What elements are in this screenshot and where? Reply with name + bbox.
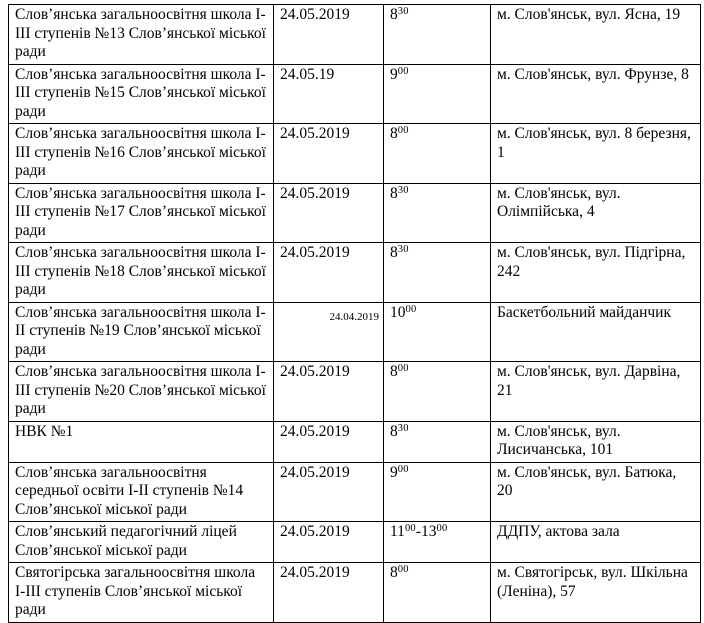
date-cell: 24.05.2019 xyxy=(274,462,384,522)
date-cell: 24.05.2019 xyxy=(274,5,384,65)
address-cell: м. Слов'янськ, вул. Ясна, 19 xyxy=(491,5,701,65)
address-cell: м. Слов'янськ, вул. Фрунзе, 8 xyxy=(491,64,701,124)
date-cell: 24.05.19 xyxy=(274,64,384,124)
time-superscript: 00 xyxy=(397,125,409,136)
table-row xyxy=(9,124,701,184)
school-name-cell: Слов’янська загальноосвітня школа І-ІІ ступенів №19 Слов’янської міської ради xyxy=(9,302,274,362)
address-cell: м. Слов'янськ, вул. 8 березня, 1 xyxy=(491,124,701,184)
date-cell: 24.04.2019 xyxy=(274,302,384,362)
time-superscript: 00 xyxy=(436,523,448,534)
time-cell: $8^{00}$ xyxy=(384,362,491,422)
date-cell: 24.05.2019 xyxy=(274,362,384,422)
time-cell: $8^{30}$ xyxy=(384,5,491,65)
table-row xyxy=(9,243,701,303)
table-row xyxy=(9,64,701,124)
date-cell: 24.05.2019 xyxy=(274,421,384,462)
table-row xyxy=(9,421,701,462)
date-cell: 24.05.2019 xyxy=(274,243,384,303)
time-superscript: 00 xyxy=(397,363,409,374)
time-superscript: 30 xyxy=(397,6,409,17)
address-cell: м. Святогірськ, вул. Шкільна (Леніна), 57 xyxy=(491,563,701,623)
table-row xyxy=(9,302,701,362)
time-superscript: 30 xyxy=(397,184,409,196)
school-name-cell: Слов’янська загальноосвітня школа І-ІІІ ступенів №13 Слов’янської міської ради xyxy=(9,5,274,65)
school-name-cell: Слов’янський педагогічний ліцей Слов’янської міської ради xyxy=(9,522,274,563)
school-name-cell: Святогірська загальноосвітня школа І-ІІІ ступенів Слов’янської міської ради xyxy=(9,563,274,623)
table-row xyxy=(9,462,701,522)
school-name-cell: Слов’янська загальноосвітня школа І-ІІІ ступенів №16 Слов’янської міської ради xyxy=(9,124,274,184)
address-cell: м. Слов'янськ, вул. Підгірна, 242 xyxy=(491,243,701,303)
table-row xyxy=(9,522,701,563)
address-cell: м. Слов'янськ, вул. Дарвіна, 21 xyxy=(491,362,701,422)
table-row xyxy=(9,183,701,243)
date-cell: 24.05.2019 xyxy=(274,563,384,623)
address-cell: м. Слов'янськ, вул. Батюка, 20 xyxy=(491,462,701,522)
time-superscript: 00 xyxy=(397,65,409,77)
time-cell: $9^{00}$ xyxy=(384,462,491,522)
school-name-cell: Слов’янська загальноосвітня середньої освіти І-ІІ ступенів №14 Слов’янської міської ради xyxy=(9,462,274,522)
school-name-cell: Слов’янська загальноосвітня школа І-ІІІ ступенів №18 Слов’янської міської ради xyxy=(9,243,274,303)
time-superscript: 00 xyxy=(405,303,417,315)
table-row xyxy=(9,362,701,422)
school-name-cell: Слов’янська загальноосвітня школа І-ІІІ ступенів №15 Слов’янської міської ради xyxy=(9,64,274,124)
date-cell: 24.05.2019 xyxy=(274,183,384,243)
school-name-cell: НВК №1 xyxy=(9,421,274,462)
time-cell: $8^{30}$ xyxy=(384,183,491,243)
time-cell: $11^{00}-13^{00}$ xyxy=(384,522,491,563)
time-cell: $8^{00}$ xyxy=(384,124,491,184)
time-cell: $8^{30}$ xyxy=(384,421,491,462)
time-cell: $8^{30}$ xyxy=(384,243,491,303)
school-name-cell: Слов’янська загальноосвітня школа І-ІІІ ступенів №20 Слов’янської міської ради xyxy=(9,362,274,422)
table-row xyxy=(9,5,701,65)
date-cell: 24.05.2019 xyxy=(274,522,384,563)
time-superscript: 30 xyxy=(397,422,409,434)
time-superscript: 30 xyxy=(397,244,409,255)
school-name-cell: Слов’янська загальноосвітня школа І-ІІІ ступенів №17 Слов’янської міської ради xyxy=(9,183,274,243)
time-cell: $9^{00}$ xyxy=(384,64,491,124)
document-page xyxy=(0,4,704,618)
time-cell: $8^{00}$ xyxy=(384,563,491,623)
time-superscript: 00 xyxy=(404,523,416,534)
address-cell: Баскетбольний майданчик xyxy=(491,302,701,362)
time-cell: $10^{00}$ xyxy=(384,302,491,362)
address-cell: м. Слов'янськ, вул. Олімпійська, 4 xyxy=(491,183,701,243)
table-row xyxy=(9,563,701,623)
address-cell: ДДПУ, актова зала xyxy=(491,522,701,563)
date-cell: 24.05.2019 xyxy=(274,124,384,184)
time-superscript: 00 xyxy=(397,564,409,575)
address-cell: м. Слов'янськ, вул. Лисичанська, 101 xyxy=(491,421,701,462)
table-body xyxy=(9,5,701,623)
time-superscript: 00 xyxy=(397,463,409,475)
school-schedule-table xyxy=(8,4,701,623)
